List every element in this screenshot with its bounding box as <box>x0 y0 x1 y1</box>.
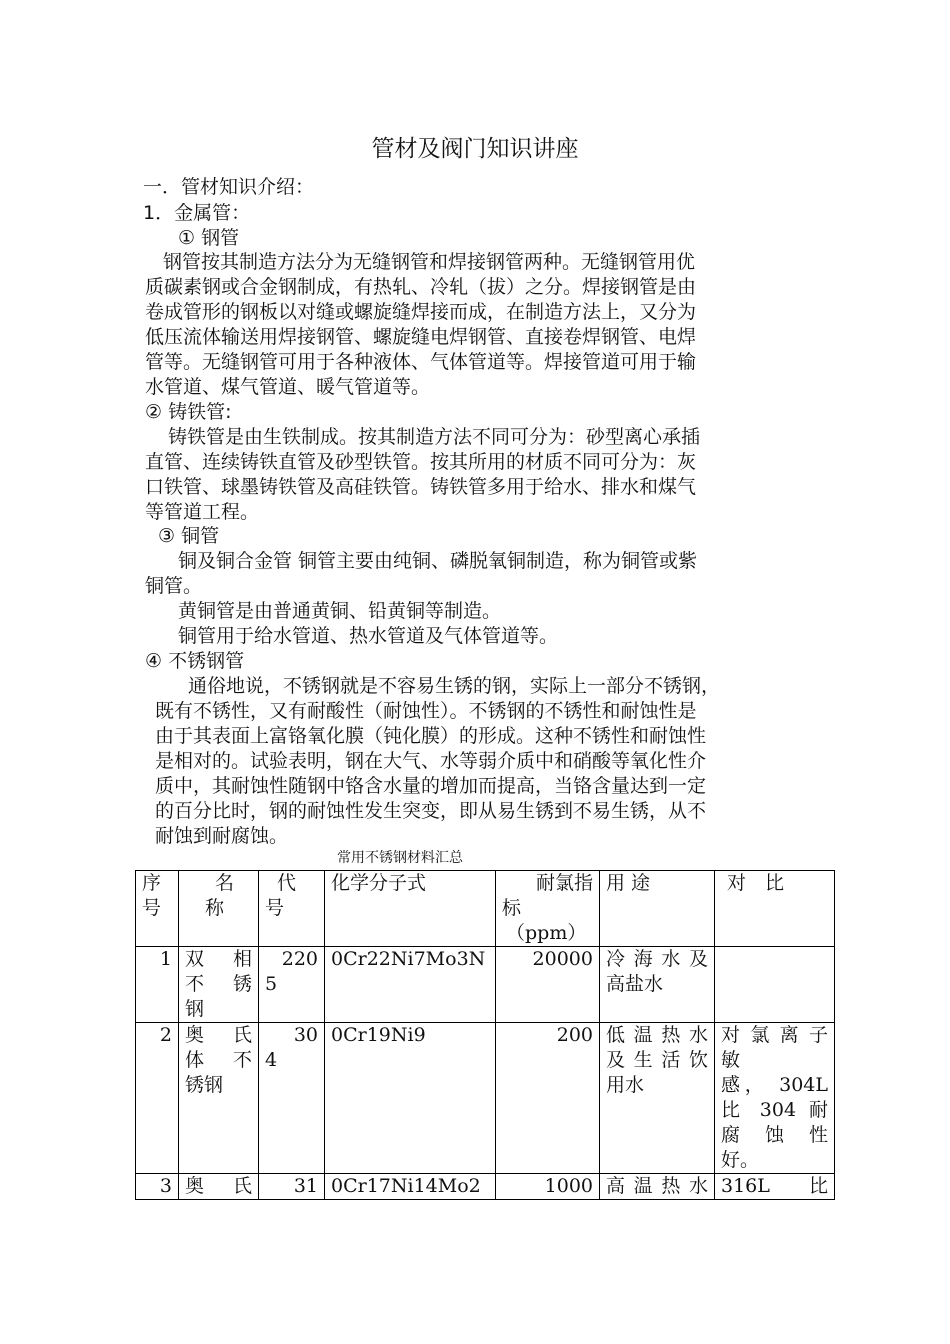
cell-use <box>600 947 715 1023</box>
header-code <box>259 871 325 947</box>
paragraph-line: 低压流体输送用焊接钢管、螺旋缝电焊钢管、直接卷焊钢管、电焊 <box>145 326 697 348</box>
stainless-pipe-heading: ④ 不锈钢管 <box>145 650 245 672</box>
header-formula <box>325 871 496 947</box>
table-row <box>136 1174 835 1200</box>
header-use <box>600 871 715 947</box>
header-text: 代 <box>277 872 297 894</box>
cell-compare <box>715 947 835 1023</box>
header-text: 耐氯指 <box>535 872 593 894</box>
cell-no: 1 <box>136 947 179 1023</box>
cell-text: 好。 <box>721 1149 760 1171</box>
stainless-materials-table <box>135 870 835 1200</box>
cell-text: 锈钢 <box>185 1074 224 1096</box>
cell-text: 不 锈 <box>185 973 252 995</box>
paragraph-line: 铜管。 <box>145 575 203 597</box>
cell-formula: 0Cr22Ni7Mo3N <box>325 947 496 1023</box>
paragraph-line: 等管道工程。 <box>145 501 260 523</box>
header-text: 名 <box>215 872 235 894</box>
paragraph-line: 管等。无缝钢管可用于各种液体、气体管道等。焊接管道可用于输 <box>145 351 697 373</box>
subsection-heading: 1．金属管： <box>143 202 251 224</box>
cell-text: 冷海水及 <box>606 948 708 970</box>
cell-use <box>600 1174 715 1200</box>
section-heading: 一．管材知识介绍： <box>143 176 315 198</box>
header-text: 号 <box>265 897 285 919</box>
paragraph-line: 铜及铜合金管 铜管主要由纯铜、磷脱氧铜制造，称为铜管或紫 <box>178 550 698 572</box>
paragraph-line: 通俗地说，不锈钢就是不容易生锈的钢，实际上一部分不锈钢， <box>188 675 721 697</box>
cell-code <box>259 1174 325 1200</box>
header-compare <box>715 871 835 947</box>
paragraph-line: 的百分比时，钢的耐蚀性发生突变，即从易生锈到不易生锈，从不 <box>155 800 707 822</box>
paragraph-line: 直管、连续铸铁直管及砂型铁管。按其所用的材质不同可分为：灰 <box>145 451 697 473</box>
paragraph-line: 耐蚀到耐腐蚀。 <box>155 825 289 847</box>
cell-use <box>600 1023 715 1174</box>
cell-code <box>259 1023 325 1174</box>
table-header-row <box>136 871 835 947</box>
header-text: 用 途 <box>606 872 651 894</box>
cell-text: 奥 氏 <box>185 1024 252 1046</box>
table-row <box>136 1023 835 1174</box>
cell-text: 低温热水 <box>606 1024 708 1046</box>
cell-text: 316L 比 <box>721 1175 828 1197</box>
cell-text: 高盐水 <box>606 973 664 995</box>
cell-compare <box>715 1174 835 1200</box>
cell-name <box>179 1023 259 1174</box>
paragraph-line: 水管道、煤气管道、暖气管道等。 <box>145 376 431 398</box>
cell-chlorine: 1000 <box>496 1174 600 1200</box>
paragraph-line: 既有不锈性，又有耐酸性（耐蚀性）。不锈钢的不锈性和耐蚀性是 <box>155 700 697 722</box>
cell-formula: 0Cr17Ni14Mo2 <box>325 1174 496 1200</box>
paragraph-line: 是相对的。试验表明，钢在大气、水等弱介质中和硝酸等氧化性介 <box>155 750 707 772</box>
header-text: 标 <box>502 897 522 919</box>
cell-text: 对氯离子 <box>721 1024 828 1046</box>
cell-text: 用水 <box>606 1074 645 1096</box>
header-text: （ppm） <box>506 922 587 944</box>
steel-pipe-heading: ① 钢管 <box>178 227 240 249</box>
table-caption: 常用不锈钢材料汇总 <box>337 850 463 866</box>
cell-text: 30 <box>293 1024 318 1046</box>
paragraph-line: 质碳素钢或合金钢制成，有热轧、冷轧（拔）之分。焊接钢管是由 <box>145 276 697 298</box>
cell-text: 双 相 <box>185 948 252 970</box>
cell-compare <box>715 1023 835 1174</box>
header-text: 称 <box>205 897 225 919</box>
header-no <box>136 871 179 947</box>
header-name <box>179 871 259 947</box>
cell-no: 3 <box>136 1174 179 1200</box>
cell-text: 腐 蚀 性 <box>721 1124 828 1146</box>
cell-text: 钢 <box>185 998 205 1020</box>
paragraph-line: 卷成管形的钢板以对缝或螺旋缝焊接而成，在制造方法上，又分为 <box>145 301 697 323</box>
cell-no: 2 <box>136 1023 179 1174</box>
cell-chlorine: 20000 <box>496 947 600 1023</box>
cell-text: 220 <box>281 948 318 970</box>
paragraph-line: 铸铁管是由生铁制成。按其制造方法不同可分为：砂型离心承插 <box>168 426 701 448</box>
cell-text: 感， 304L <box>721 1074 828 1096</box>
paragraph-line: 由于其表面上富铬氧化膜（钝化膜）的形成。这种不锈性和耐蚀性 <box>155 725 707 747</box>
cell-chlorine: 200 <box>496 1023 600 1174</box>
cell-text: 及生活饮 <box>606 1049 708 1071</box>
paragraph-line: 质中，其耐蚀性随钢中铬含水量的增加而提高，当铬含量达到一定 <box>155 775 707 797</box>
paragraph-line: 钢管按其制造方法分为无缝钢管和焊接钢管两种。无缝钢管用优 <box>163 251 696 273</box>
cell-name <box>179 947 259 1023</box>
header-chlorine <box>496 871 600 947</box>
cell-text: 敏 <box>721 1049 741 1071</box>
cell-text: 奥 氏 <box>185 1175 252 1197</box>
cell-text: 31 <box>293 1175 318 1197</box>
paragraph-line: 黄铜管是由普通黄铜、铅黄铜等制造。 <box>178 600 502 622</box>
paragraph-line: 铜管用于给水管道、热水管道及气体管道等。 <box>178 625 559 647</box>
cell-text: 5 <box>265 973 278 995</box>
cast-iron-heading: ② 铸铁管: <box>145 401 232 423</box>
header-text: 对 比 <box>727 872 785 894</box>
cell-name <box>179 1174 259 1200</box>
header-text: 序 <box>142 872 162 894</box>
paragraph-line: 口铁管、球墨铸铁管及高硅铁管。铸铁管多用于给水、排水和煤气 <box>145 476 697 498</box>
table-row <box>136 947 835 1023</box>
cell-text: 4 <box>265 1049 278 1071</box>
cell-formula: 0Cr19Ni9 <box>325 1023 496 1174</box>
header-text: 号 <box>142 897 162 919</box>
cell-text: 体 不 <box>185 1049 252 1071</box>
page-title: 管材及阀门知识讲座 <box>371 136 579 162</box>
copper-pipe-heading: ③ 铜管 <box>158 525 220 547</box>
header-text: 化学分子式 <box>331 872 427 894</box>
cell-text: 比 304 耐 <box>721 1099 828 1121</box>
cell-text: 高温热水 <box>606 1175 708 1197</box>
cell-code <box>259 947 325 1023</box>
